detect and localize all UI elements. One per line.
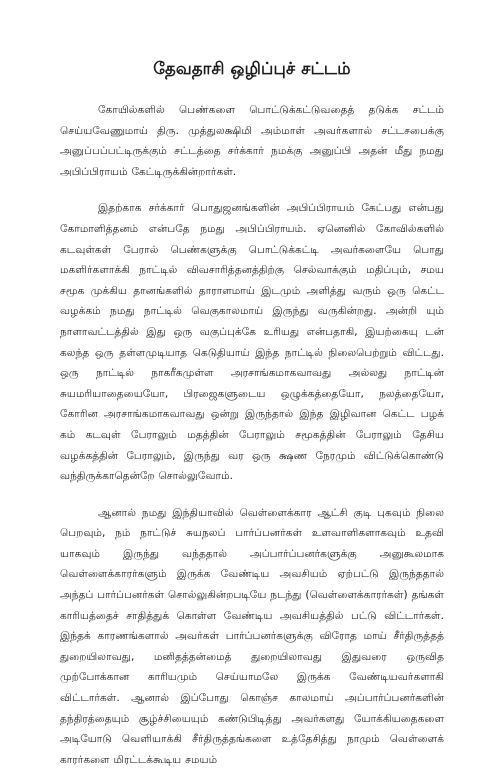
paragraph-2: இதற்காக சர்க்கார் பொதுஜனங்களின் அபிப்பிராயம் கேட்பது என்பது கோமாளித்தனம் என்பதே நமது அபிப்பிராயம். ஏனெனில் கோவில்களில் கடவுள்கள் பேரால் பெண்களுக்கு பொட்டுக்கட்டி அவர்களையே பொது மகளிர்களாக்கி நாட்டில் விவசாரித்தனத்திற்கு செல்வாக்கும் மதிப்பும், சமய சமூக முக்கிய தானங்களில் தாராளமாய் இடமும் அளித்து வரும் ஒரு கெட்ட வழக்கம் நமது நாட்டில் வெகுகாலமாய் இருந்து வருகின்றது. அன்றி யும் நாளாவட்டத்தில் இது ஒரு வகுப்புக்கே உரியது என்பதாகி, இயற்கையு டன் கலந்த ஒரு தள்ளமுடியாத கெடுதியாய் இந்த நாட்டில் நிலைபெற்றும் விட்டது. ஒரு நாட்டில் நாகரீகமுள்ள அரசாங்கமாகவாவது அல்லது நாட்டின் சுயமரியாதையையோ, பிரஜைகளுடைய ஒழுக்கத்தையோ, நலத்தையோ, கோரின அரசாங்கமாகவாவது ஒன்று இருந்தால் இந்த இழிவான கெட்ட பழக் கம் கடவுள் பேராலும் மதத்தின் பேராலும் சமூகத்தின் பேராலும் தேசிய வழக்கத்தின் பேராலும், இருந்து வர ஒரு க்ஷண நேரமும் விட்டுக்கொண்டு வந்திருக்காதென்றே சொல்லுவோம். [60, 202, 444, 483]
paragraph-1: கோயில்களில் பெண்களை பொட்டுக்கட்டுவதைத் தடுக்க சட்டம் செய்யவேணுமாய் திரு. முத்துலக்ஷிமி அம்மாள் அவர்களால் சட்டசபைக்கு அனுப்பப்பட்டிருக்கும் சட்டத்தை சர்க்கார் நமக்கு அனுப்பி அதன் மீது நமது அபிப்பிராயம் கேட்டிருக்கின்றார்கள். [60, 104, 444, 178]
page-title: தேவதாசி ஒழிப்புச் சட்டம் [153, 59, 351, 78]
paragraph-3: ஆனால் நமது இந்தியாவில் வெள்ளைக்கார ஆட்சி குடி புகவும் நிலை பெறவும், நம் நாட்டுச் சுயநலப் பார்ப்பனர்கள் உளவாளிகளாகவும் உதவி யாகவும் இருந்து வந்ததால் அப்பார்ப்பனர்களுக்கு அனுகூலமாக வெள்ளைக்காரர்களும் இருக்க வேண்டிய அவசியம் ஏற்பட்டு இருந்ததால் அந்தப் பார்ப்பனர்கள் சொல்லுகின்றபடியே நடந்து (வெள்ளைக்காரர்கள்) தங்கள் காரியத்தைச் சாதித்துக் கொள்ள வேண்டிய அவசியத்தில் பட்டு விட்டார்கள். இந்தக் காரணங்களால் அவர்கள் பார்ப்பனர்களுக்கு விரோத மாய் சீர்திருத்தத் துறையிலாவது, மனிதத்தன்மைத் துறையிலாவது இதுவரை ஒருவித முற்போக்கான காரியமும் செய்யாமலே இருக்க வேண்டியவர்களாகி விட்டார்கள். ஆனால் இப்போது கொஞ்ச காலமாய் அப்பார்ப்பனர்களின் தந்திரத்தையும் சூழ்ச்சியையும் கண்டுபிடித்து அவர்களது யோக்கியதைகளை அடியோடு வெளியாக்கி சீர்திருத்தங்களை உத்தேசித்து நாமும் வெள்ளைக் காரர்களை மிரட்டக்கூடிய சமயம் [60, 506, 444, 766]
